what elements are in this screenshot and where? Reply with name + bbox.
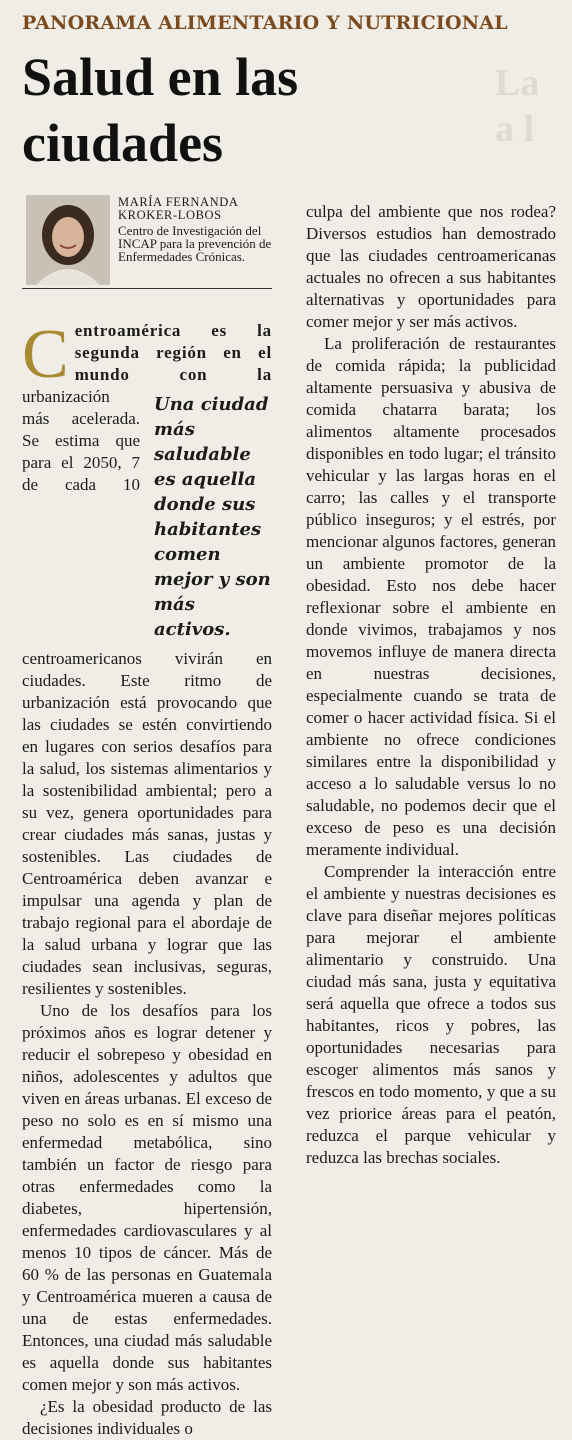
pull-quote: Una ciudad más saludable es aquella donde sus habitantes comen mejor y son más activos. bbox=[154, 394, 271, 640]
author-name-line1: MARÍA FERNANDA bbox=[118, 195, 239, 209]
article-paragraph-2: Uno de los desafíos para los próximos años es lograr detener y reducir el sobrepeso y obesidad en niños, adolescentes y adultos que viven en áreas urbanas. El exceso de peso no solo es en sí mismo una enfermedad metabólica, sino también un factor de riesgo para otras enfermedades como la diabetes, hipertensión, enfermedades cardiovasculares y al menos 10 tipos de cáncer. Más de 60 % de las personas en Guatemala y Centroamérica mueren a causa de una de estas enfermedades. Entonces, una ciudad más saludable es aquella donde sus habitantes comen mejor y son más activos. bbox=[22, 1001, 272, 1394]
headline: Salud en las ciudades bbox=[22, 47, 299, 173]
article-paragraph-3-end: culpa del ambiente que nos rodea? Diversos estudios han demostrado que las ciudades centroamericanas actuales no ofrecen a sus habitantes alternativas y oportunidades para comer mejor y ser más activos. bbox=[306, 202, 556, 331]
section-title: PANORAMA ALIMENTARIO Y NUTRICIONAL bbox=[22, 12, 508, 34]
article-column-left bbox=[22, 316, 272, 1440]
article-paragraph-1: urbanización más acelerada. Se estima que para el 2050, 7 de cada 10 centroamericanos vivirán en ciudades. Este ritmo de urbanización está provocando que las ciudades se estén convirtiendo en lugares con serios desafíos para la salud, los sistemas alimentarios y la sostenibilidad ambiental; pero a su vez, genera oportunidades para crear ciudades más sanas, justas y sostenibles. Las ciudades de Centroamérica deben avanzar e impulsar una agenda y plan de trabajo regional para el abordaje de la salud urbana y lograr que las ciudades sean inclusivas, seguras, resilientes y sostenibles. bbox=[22, 387, 272, 998]
author-photo bbox=[26, 195, 110, 285]
author-box bbox=[22, 192, 272, 289]
bleed-through-text: La a l bbox=[495, 62, 540, 150]
article-paragraph-5: Comprender la interacción entre el ambiente y nuestras decisiones es clave para diseñar mejores políticas para mejorar el ambiente alimentario y construido. Una ciudad más sana, justa y equitativa será aquella que ofrece a todos sus habitantes, ricos y pobres, las oportunidades necesarias para escoger alimentos más sanos y frescos en todo momento, y que a su vez priorice áreas para el peatón, reduzca el parque vehicular y reduzca las brechas sociales. bbox=[306, 862, 556, 1167]
article-column-right bbox=[306, 201, 556, 1169]
article-paragraph-4: La proliferación de restaurantes de comida rápida; la publicidad altamente persuasiva y abusiva de comida chatarra barata; los alimentos altamente procesados disponibles en todo lugar; el tránsito vehicular y las largas horas en el carro; las calles y el transporte público inseguros; y el estrés, por mencionar algunos factores, generan un ambiente promotor de la obesidad. Esto nos debe hacer reflexionar sobre el ambiente en donde vivimos, trabajamos y nos movemos influye de manera directa en nuestras decisiones, especialmente cuando se trata de comer o hacer actividad física. Si el ambiente no ofrece condiciones similares entre la disponibilidad y acceso a lo saludable versus lo no saludable, no podemos decir que el exceso de peso es una decisión meramente individual. bbox=[306, 334, 556, 859]
author-portrait-icon bbox=[26, 195, 110, 285]
author-name-line2: KROKER-LOBOS bbox=[118, 208, 222, 222]
dropcap: C bbox=[22, 316, 69, 393]
author-affiliation: Centro de Investigación del INCAP para la prevención de Enfermedades Crónicas. bbox=[118, 223, 272, 264]
article-paragraph-3-start: ¿Es la obesidad producto de las decisiones individuales o bbox=[22, 1397, 272, 1438]
article-lead: entroamérica es la segunda región en el mundo con la bbox=[74, 321, 272, 384]
